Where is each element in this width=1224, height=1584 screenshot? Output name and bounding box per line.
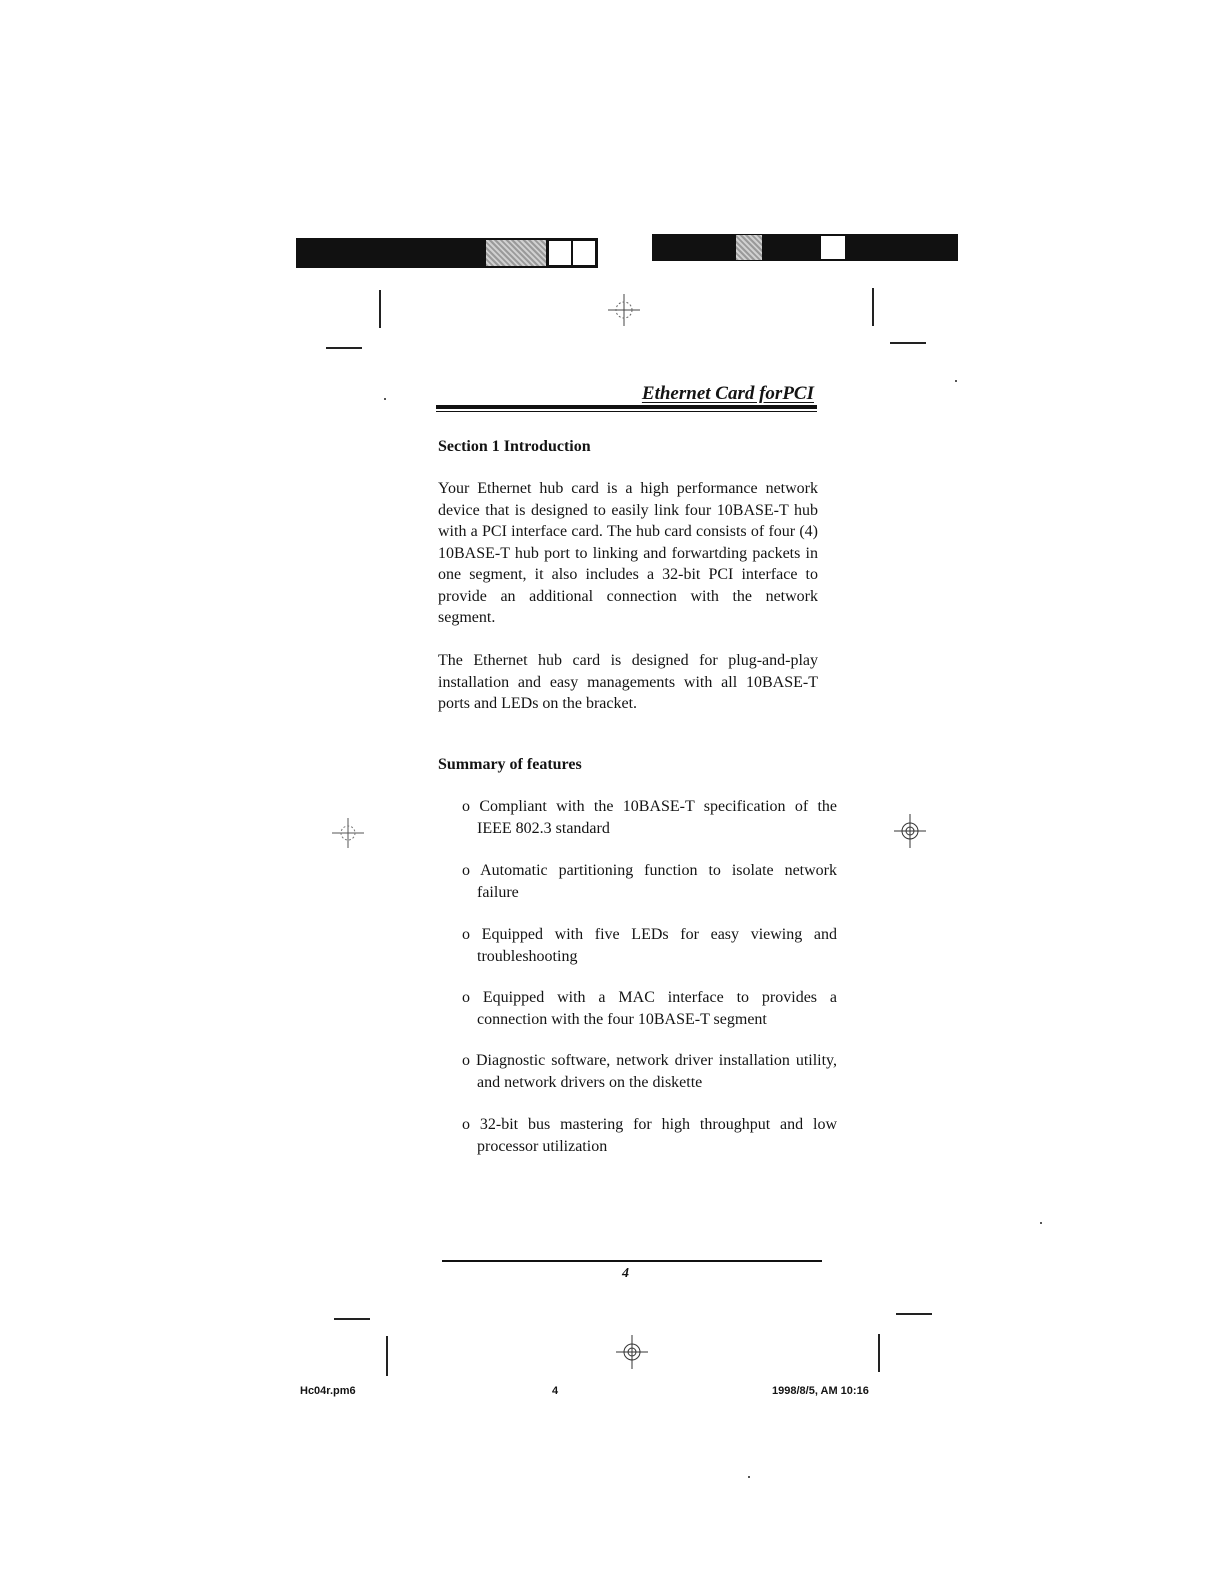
crop-mark [379,290,381,328]
registration-mark-icon [330,816,366,850]
feature-item [462,1114,837,1158]
section-heading: Section 1 Introduction [438,438,591,455]
slug-timestamp: 1998/8/5, AM 10:16 [772,1385,869,1397]
scan-speck [748,1476,750,1478]
slug-page: 4 [552,1385,559,1397]
crop-mark [890,342,926,344]
intro-paragraph: The Ethernet hub card is designed for plug-and-play installation and easy managements with all 10BASE-T ports and LEDs on the bracket. [438,652,818,712]
feature-text: Automatic partitioning function to isolate network failure [477,862,837,901]
running-header-title: Ethernet Card forPCI [641,383,814,404]
intro-paragraph: Your Ethernet hub card is a high performance network device that is designed to easily link four 10BASE-T hub with a PCI interface card. The hub card consists of four (4) 10BASE-T hub port to linking and forwartding packets in one segment, it also includes a 32-bit PCI interface to provide an additional connection with the network segment. [438,480,818,626]
color-bar-gray-patch [736,235,762,260]
bullet: o [462,926,470,943]
crop-mark [334,1318,370,1320]
bullet: o [462,989,470,1006]
color-bar-white-patch [820,235,846,260]
scan-speck [955,380,957,382]
registration-mark-icon [892,812,928,850]
registration-mark-icon [606,292,642,328]
feature-text: Equipped with a MAC interface to provides a connection with the four 10BASE-T segment [477,989,838,1028]
bullet: o [462,1116,470,1133]
crop-mark [878,1334,880,1372]
feature-text: Equipped with five LEDs for easy viewing and troubleshooting [477,926,838,965]
feature-item [462,924,837,968]
crop-mark [386,1336,388,1376]
page-number: 4 [622,1266,629,1281]
header-rule-thin [436,411,817,412]
feature-text: 32-bit bus mastering for high throughput and low processor utilization [477,1116,838,1155]
feature-text: Compliant with the 10BASE-T specification of the IEEE 802.3 standard [477,798,838,837]
feature-item [462,860,837,904]
feature-item [462,987,837,1031]
color-bar-white-patch [572,240,596,266]
scan-speck [384,398,386,400]
color-bar-white-patch [548,240,572,266]
slug-filename: Hc04r.pm6 [300,1385,356,1397]
feature-item [462,796,837,840]
registration-mark-icon [614,1333,650,1371]
feature-text: Diagnostic software, network driver installation utility, and network drivers on the diskette [475,1052,838,1091]
header-rule [436,405,817,409]
bullet: o [462,862,470,879]
features-heading: Summary of features [438,756,582,773]
color-bar-gray-patch [486,240,546,266]
bullet: o [462,798,470,815]
crop-mark [896,1313,932,1315]
crop-mark [326,347,362,349]
color-bar-right [652,234,958,261]
color-bar-left [296,238,598,268]
bullet: o [462,1052,470,1069]
feature-item [462,1050,837,1094]
scan-speck [1040,1222,1042,1224]
footer-rule [442,1260,822,1262]
crop-mark [872,288,874,326]
